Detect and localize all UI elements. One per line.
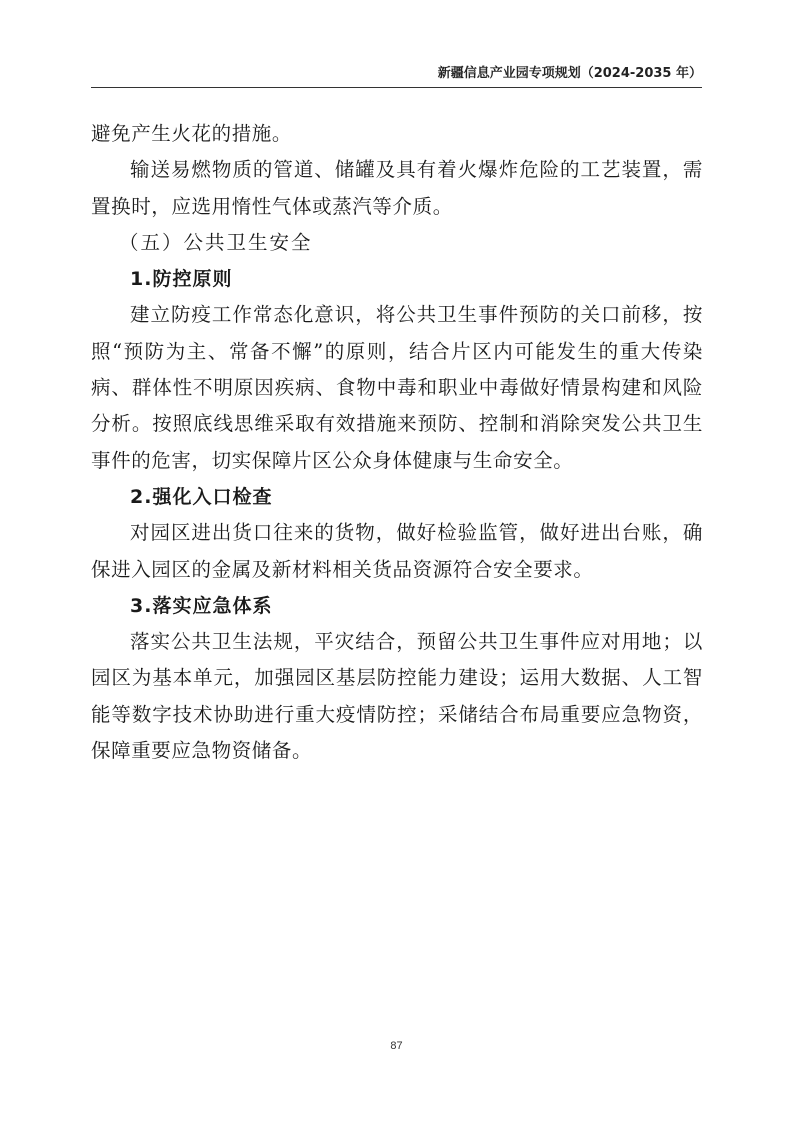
body-paragraph: 建立防疫工作常态化意识，将公共卫生事件预防的关口前移，按照“预防为主、常备不懈”的原则，结合片区内可能发生的重大传染病、群体性不明原因疾病、食物中毒和职业中毒做好情景构建和风险分析。按照底线思维采取有效措施来预防、控制和消除突发公共卫生事件的危害，切实保障片区公众身体健康与生命安全。 [91, 303, 703, 472]
subsection-heading: 1.防控原则 [130, 268, 233, 291]
section-heading: （五）公共卫生安全 [119, 230, 313, 254]
header-title: 新疆信息产业园专项规划（2024-2035 年） [437, 66, 702, 81]
body-paragraph: 对园区进出货口往来的货物，做好检验监管，做好进出台账，确保进入园区的金属及新材料相关货品资源符合安全要求。 [91, 521, 703, 581]
document-body [91, 116, 703, 769]
body-paragraph-continued: 避免产生火花的措施。 [91, 122, 293, 145]
subsection-heading: 2.强化入口检查 [130, 485, 273, 508]
body-paragraph: 落实公共卫生法规，平灾结合，预留公共卫生事件应对用地；以园区为基本单元，加强园区基层防控能力建设；运用大数据、人工智能等数字技术协助进行重大疫情防控；采储结合布局重要应急物资，保障重要应急物资储备。 [91, 630, 703, 763]
body-paragraph: 输送易燃物质的管道、储罐及具有着火爆炸危险的工艺装置，需置换时，应选用惰性气体或蒸汽等介质。 [91, 158, 703, 218]
running-header [91, 64, 702, 88]
subsection-heading: 3.落实应急体系 [130, 594, 273, 617]
page-number: 87 [390, 1040, 403, 1052]
